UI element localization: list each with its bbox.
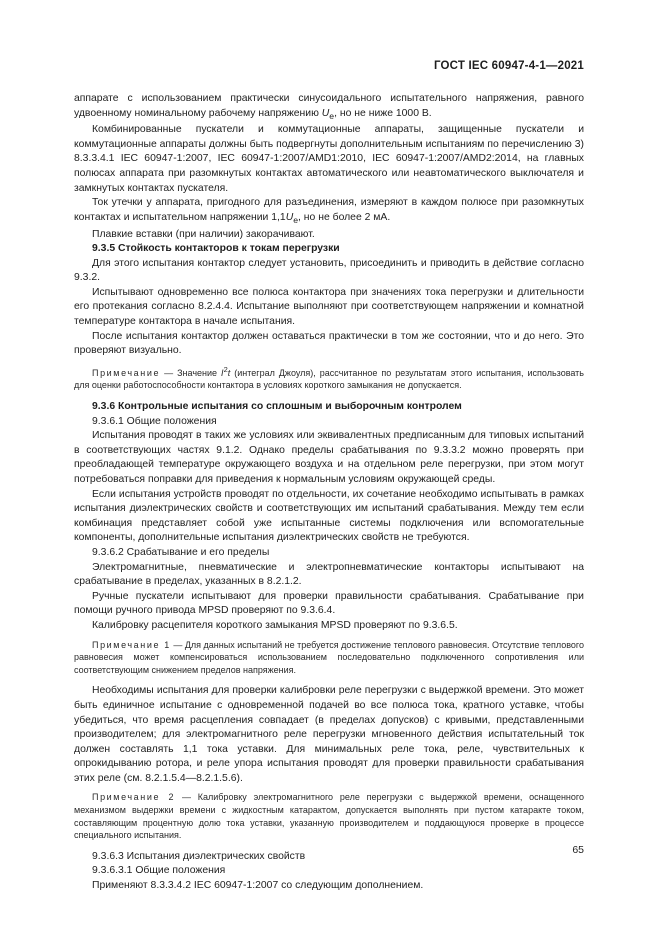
paragraph-continuation: аппарате с использованием практически синусоидального испытательного напряжения, равного удвоенному номинальному рабочему напряжению $U_e$, но не ниже 1000 В. (74, 93, 584, 121)
note-joule-integral: Примечание — Значение $I^2t$ (интеграл Джоуля), рассчитанное по результатам этого испытания, использовать для оценки работоспособности контактора в условиях короткого замыкания не допускается. (74, 364, 584, 391)
document-header: ГОСТ IEC 60947-4-1—2021 (433, 60, 584, 72)
section-heading-9-3-6-2: 9.3.6.2 Срабатывание и его пределы (92, 546, 270, 558)
paragraph-contactors: Электромагнитные, пневматические и электропневматические контакторы испытывают на срабатывание в пределах, указанных в 8.2.1.2. (74, 561, 584, 588)
paragraph-leakage-current: Ток утечки у аппарата, пригодного для разъединения, измеряют в каждом полюсе при разомкнутых контактах и испытательном напряжении $1,1U_e$, но не более 2 мА. (74, 197, 584, 225)
paragraph-separate-devices: Если испытания устройств проводят по отдельности, их сочетание необходимо испытывать в рамках испытания диэлектрических свойств и соответствующих им испытаний срабатывания. Между тем если комбинация представляет собой уже испытанные системы подключения или вспомогательные компоненты, дополнительные испытания диэлектрических свойств не требуются. (74, 488, 584, 544)
section-heading-9-3-5: 9.3.5 Стойкость контакторов к токам перегрузки (92, 243, 340, 255)
page-content (74, 92, 584, 894)
paragraph-relay-calibration: Необходимы испытания для проверки калибровки реле перегрузки с выдержкой времени. Это может быть единичное испытание с одновременной подачей во все полюса тока, кратного уставке, чтобы убедиться, что время расцепления совпадает (в пределах допусков) с кривыми, представленными производителем; для электромагнитного реле перегрузки мгновенного действия испытательный ток должен составлять 1,1 тока уставки. Для минимальных реле тока, реле, чувствительных к опрокидыванию ротора, и реле упора испытания проводят для проверки правильности срабатывания этих реле (см. 8.2.1.5.4—8.2.1.5.6). (74, 685, 584, 784)
paragraph-overload-test: Испытывают одновременно все полюса контактора при значениях тока перегрузки и длительности его протекания согласно 8.2.4.4. Испытание выполняют при соответствующем напряжении и комнатной температуре контактора в начале испытания. (74, 286, 584, 328)
note-1: Примечание 1 — Для данных испытаний не требуется достижение теплового равновесия. Отсутствие теплового равновесия может компенсироваться использованием последовательно подключенного сопротивления или соответствующим снижением пределов напряжения. (74, 639, 584, 675)
paragraph-manual-starters: Ручные пускатели испытывают для проверки правильности срабатывания. Срабатывание при помощи ручного привода MPSD проверяют по 9.3.6.4. (74, 590, 584, 617)
paragraph-combined-starters: Комбинированные пускатели и коммутационные аппараты, защищенные пускатели и коммутационные аппараты должны быть подвергнуты дополнительным испытаниям по перечислению 3) 8.3.3.4.1 IEC 60947-1:2007, IEC 60947-1:2007/AMD1:2010, IEC 60947-1:2007/AMD2:2014, на главных полюсах аппарата при разомкнутых контактах автоматического или неавтоматического выключателя и замкнутых контактах пускателя. (74, 124, 584, 194)
section-heading-9-3-6-1: 9.3.6.1 Общие положения (92, 415, 217, 427)
note-2: Примечание 2 — Калибровку электромагнитного реле перегрузки с выдержкой времени, оснащенного механизмом выдержки времени с жидкостным катарактом, допускается выполнять при пустом катаракте током, составляющим процентную долю тока уставки, указанную производителем и поддающуюся проверке в процессе специального испытания. (74, 792, 584, 841)
section-heading-9-3-6: 9.3.6 Контрольные испытания со сплошным и выборочным контролем (92, 401, 462, 413)
paragraph-fuses: Плавкие вставки (при наличии) закорачивают. (92, 228, 315, 240)
paragraph-after-test: После испытания контактор должен оставаться практически в том же состоянии, что и до него. Это проверяют визуально. (74, 330, 584, 357)
page-number: 65 (572, 844, 584, 856)
section-heading-9-3-6-3-1: 9.3.6.3.1 Общие положения (92, 865, 226, 877)
section-heading-9-3-6-3: 9.3.6.3 Испытания диэлектрических свойств (92, 850, 306, 862)
paragraph-test-conditions: Испытания проводят в таких же условиях или эквивалентных предписанным для типовых испытаний в соответствующих частях 9.1.2. Однако пределы срабатывания по 9.3.3.2 можно проверять при преобладающей температуре окружающего воздуха и на отдельном реле перегрузки, при этом могут потребоваться поправки для приведения к нормальным условиям окружающей среды. (74, 430, 584, 485)
paragraph-mpsd-calibration: Калибровку расцепителя короткого замыкания MPSD проверяют по 9.3.6.5. (92, 619, 458, 631)
paragraph-setup: Для этого испытания контактор следует установить, присоединить и приводить в действие согласно 9.3.2. (74, 257, 584, 284)
paragraph-apply: Применяют 8.3.3.4.2 IEC 60947-1:2007 со следующим дополнением. (92, 880, 424, 892)
